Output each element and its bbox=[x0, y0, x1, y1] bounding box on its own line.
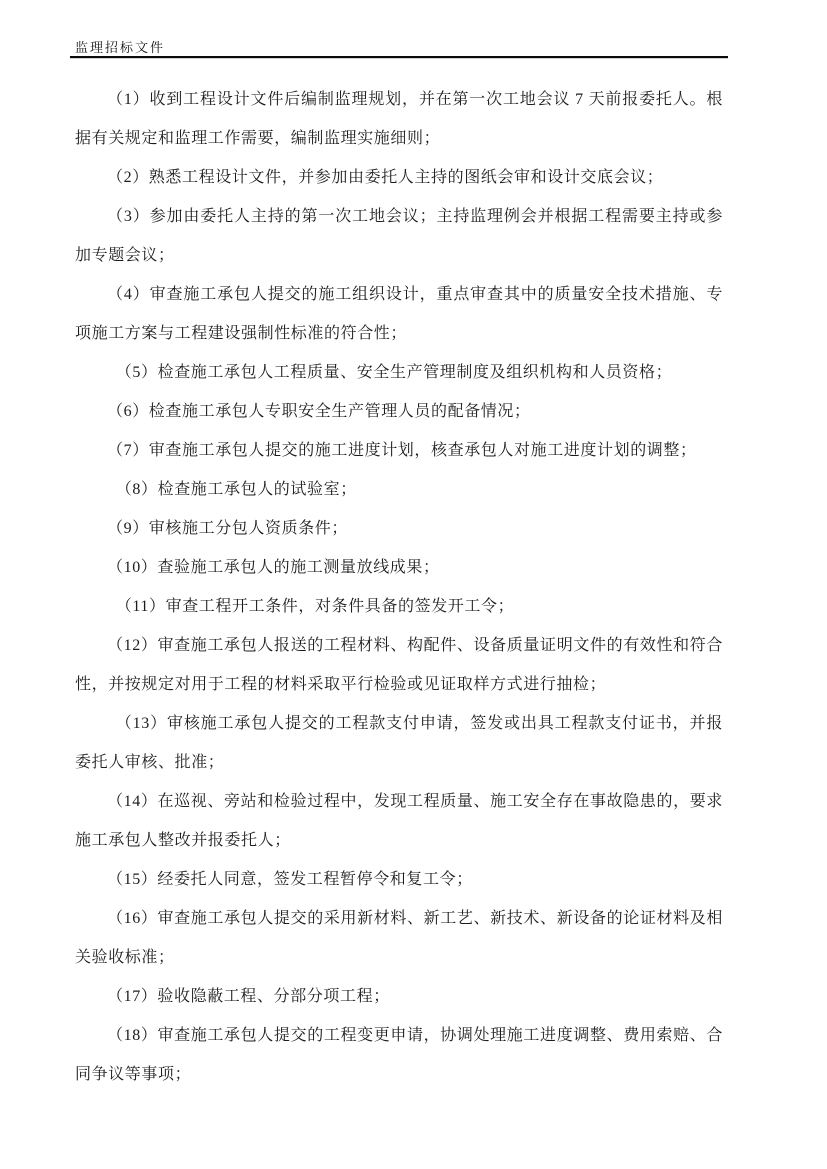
list-item: （15）经委托人同意，签发工程暂停令和复工令； bbox=[107, 871, 473, 888]
list-item: （4）审查施工承包人提交的施工组织设计，重点审查其中的质量安全技术措施、专项施工方案与工程建设强制性标准的符合性； bbox=[75, 286, 723, 342]
list-item: （1）收到工程设计文件后编制监理规划，并在第一次工地会议 7 天前报委托人。根据有关规定和监理工作需要，编制监理实施细则； bbox=[75, 91, 723, 147]
list-item: （16）审查施工承包人提交的采用新材料、新工艺、新技术、新设备的论证材料及相关验收标准； bbox=[75, 910, 723, 966]
list-item: （5）检查施工承包人工程质量、安全生产管理制度及组织机构和人员资格； bbox=[115, 364, 673, 381]
list-item: （3）参加由委托人主持的第一次工地会议；主持监理例会并根据工程需要主持或参加专题会议； bbox=[75, 208, 723, 264]
list-item: （2）熟悉工程设计文件，并参加由委托人主持的图纸会审和设计交底会议； bbox=[107, 169, 664, 186]
list-item: （7）审查施工承包人提交的施工进度计划，核查承包人对施工进度计划的调整； bbox=[107, 442, 697, 459]
list-item: （8）检查施工承包人的试验室； bbox=[115, 481, 357, 498]
list-item: （12）审查施工承包人报送的工程材料、构配件、设备质量证明文件的有效性和符合性，并按规定对用于工程的材料采取平行检验或见证取样方式进行抽检； bbox=[75, 637, 723, 693]
document-body bbox=[75, 80, 723, 1094]
list-item: （17）验收隐蔽工程、分部分项工程； bbox=[107, 988, 390, 1005]
page-header-title: 监理招标文件 bbox=[75, 40, 166, 55]
list-item: （11）审查工程开工条件，对条件具备的签发开工令； bbox=[115, 598, 515, 615]
list-item: （13）审核施工承包人提交的工程款支付申请，签发或出具工程款支付证书，并报委托人审核、批准； bbox=[75, 715, 723, 771]
list-item: （18）审查施工承包人提交的工程变更申请，协调处理施工进度调整、费用索赔、合同争议等事项； bbox=[75, 1027, 723, 1083]
list-item: （14）在巡视、旁站和检验过程中，发现工程质量、施工安全存在事故隐患的，要求施工承包人整改并报委托人； bbox=[75, 793, 723, 849]
header-divider bbox=[70, 56, 728, 58]
list-item: （9）审核施工分包人资质条件； bbox=[107, 520, 349, 537]
list-item: （10）查验施工承包人的施工测量放线成果； bbox=[107, 559, 440, 576]
list-item: （6）检查施工承包人专职安全生产管理人员的配备情况； bbox=[107, 403, 531, 420]
